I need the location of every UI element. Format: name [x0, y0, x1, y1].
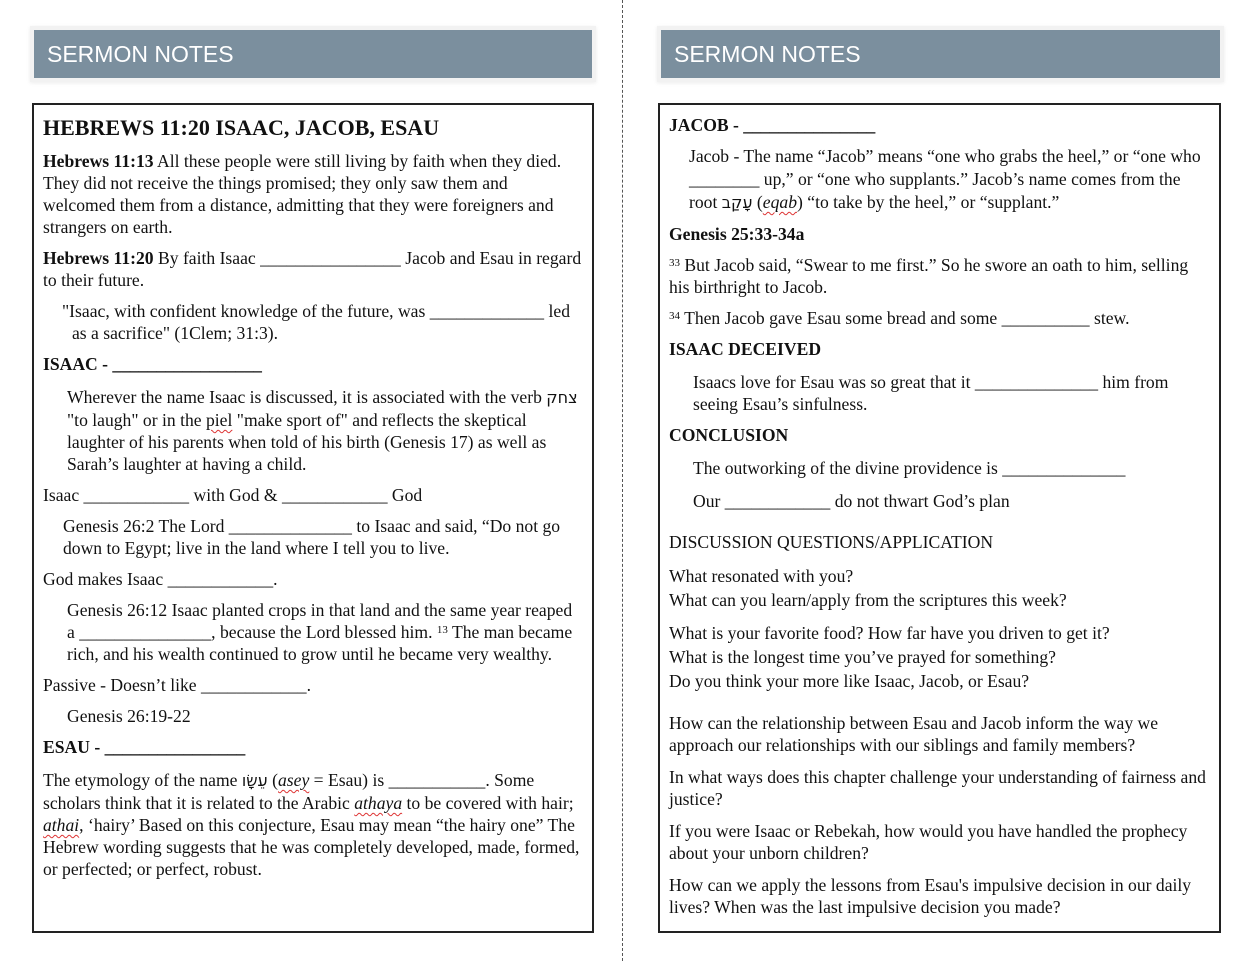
- jacob-text-1: Jacob - The name “Jacob” means “one who grabs the heel,” or “one who ________ up,” or “one who supplants.” Jacob’s name comes from the root: [689, 146, 1201, 212]
- esau-athaya-word: athaya: [354, 793, 403, 813]
- esau-text-3: = Esau) is ___________. Some scholars think that it is related to the Arabic: [43, 770, 535, 813]
- esau-etymology: [43, 769, 583, 880]
- isaac-name-paragraph: [43, 386, 583, 475]
- esau-asey-word: asey: [278, 770, 310, 790]
- verse-34: [669, 307, 1210, 329]
- hebrews-11-20-text: By faith Isaac ________________ Jacob and Esau in regard to their future.: [43, 248, 582, 290]
- isaac-text-3: "make sport of" and reflects the skeptical laughter of his parents when told of his birth (Genesis 17) as well as Sarah’s laughter at having a child.: [67, 410, 547, 474]
- conclusion-line-1: The outworking of the divine providence is ______________: [693, 458, 1126, 478]
- left-notes-box: [32, 103, 594, 933]
- question-4: What is the longest time you’ve prayed for something?: [669, 647, 1056, 667]
- conclusion-line-2: Our ____________ do not thwart God’s plan: [693, 491, 1010, 511]
- genesis-25-33-heading: [669, 223, 1210, 245]
- esau-heading: [43, 736, 583, 758]
- right-notes-box: [658, 103, 1221, 933]
- jacob-hebrew-word: עָקַב: [721, 193, 753, 212]
- isaac-heading: [43, 353, 583, 375]
- isaac-piel-word: piel: [205, 410, 233, 430]
- jacob-eqab-word: eqab: [762, 192, 797, 212]
- isaac-deceived-heading: [669, 338, 1210, 360]
- sermon-notes-banner-left: SERMON NOTES: [34, 30, 592, 78]
- question-1: What resonated with you?: [669, 566, 854, 586]
- question-5: Do you think your more like Isaac, Jacob, or Esau?: [669, 671, 1030, 691]
- question-7: In what ways does this chapter challenge your understanding of fairness and justice?: [669, 767, 1206, 809]
- isaac-deceived-heading-text: ISAAC DECEIVED: [669, 339, 822, 359]
- genesis-26-19: Genesis 26:19-22: [67, 706, 191, 726]
- esau-text-5: , ‘hairy’ Based on this conjecture, Esau may mean “the hairy one” The Hebrew wording suggests that he was completely developed, made, formed, or perfected; or perfect, robust.: [43, 815, 580, 879]
- verse-33-text: But Jacob said, “Swear to me first.” So he swore an oath to him, selling his birthright to Jacob.: [669, 255, 1189, 297]
- question-2: What can you learn/apply from the scriptures this week?: [669, 590, 1067, 610]
- genesis-26-12: [43, 599, 583, 665]
- esau-heading-text: ESAU - ________________: [43, 737, 246, 757]
- esau-hebrew-word: עֵשָׂו: [241, 771, 268, 790]
- question-6: How can the relationship between Esau and Jacob inform the way we approach our relationships with our siblings and family members?: [669, 713, 1159, 755]
- hebrews-11-13-text: All these people were still living by faith when they died. They did not receive the things promised; they only saw them and welcomed them from a distance, admitting that they were foreigners and strangers on earth.: [43, 151, 562, 237]
- genesis-26-2: Genesis 26:2 The Lord ______________ to Isaac and said, “Do not go down to Egypt; live in the land where I tell you to live.: [63, 516, 561, 558]
- god-makes-isaac: God makes Isaac ____________.: [43, 569, 278, 589]
- verse-33-number: 33: [669, 257, 680, 269]
- verse-13-number: 13: [436, 624, 448, 636]
- verse-33: [669, 254, 1210, 298]
- isaac-heading-text: ISAAC - _________________: [43, 354, 262, 374]
- esau-text-2: (: [267, 770, 278, 790]
- hebrews-11-13-ref: Hebrews 11:13: [43, 151, 154, 171]
- hebrews-11-13-paragraph: [43, 150, 583, 238]
- genesis-26-12-text-a: Genesis 26:12 Isaac planted crops in that land and the same year reaped a _______________, because the Lord blessed him.: [67, 600, 573, 642]
- isaac-deceived-text: Isaacs love for Esau was so great that it ______________ him from seeing Esau’s sinfulness.: [693, 372, 1169, 414]
- conclusion-heading: [669, 424, 1210, 446]
- discussion-heading: DISCUSSION QUESTIONS/APPLICATION: [669, 532, 994, 552]
- sermon-notes-banner-right: SERMON NOTES: [661, 30, 1220, 78]
- esau-text-1: The etymology of the name: [43, 770, 242, 790]
- jacob-text-2: (: [752, 192, 763, 212]
- isaac-text-1: Wherever the name Isaac is discussed, it is associated with the verb: [67, 387, 547, 407]
- isaac-text-2: "to laugh" or in the: [67, 410, 206, 430]
- conclusion-heading-text: CONCLUSION: [669, 425, 789, 445]
- clement-quote: "Isaac, with confident knowledge of the future, was _____________ led as a sacrifice" (1Clem; 31:3).: [62, 301, 570, 343]
- jacob-heading-text: JACOB - _______________: [669, 115, 876, 135]
- genesis-26-12-text-b: The man became rich, and his wealth continued to grow until he became very wealthy.: [67, 622, 573, 664]
- verse-34-number: 34: [669, 310, 680, 322]
- question-group-2: [669, 621, 1210, 693]
- genesis-25-33-ref: Genesis 25:33-34a: [669, 224, 805, 244]
- hebrews-11-20-paragraph: [43, 247, 583, 291]
- isaac-hebrew-word: צחק: [546, 388, 578, 407]
- fold-line: [622, 0, 623, 961]
- esau-athai-word: athai: [43, 815, 80, 835]
- passive-line: Passive - Doesn’t like ____________.: [43, 675, 311, 695]
- question-9: How can we apply the lessons from Esau's impulsive decision in our daily lives? When was the last impulsive decision you made?: [669, 875, 1192, 917]
- hebrews-11-20-ref: Hebrews 11:20: [43, 248, 154, 268]
- question-8: If you were Isaac or Rebekah, how would you have handled the prophecy about your unborn children?: [669, 821, 1188, 863]
- esau-text-4: to be covered with hair;: [402, 793, 574, 813]
- sermon-title: HEBREWS 11:20 ISAAC, JACOB, ESAU: [43, 115, 440, 140]
- verse-34-text: Then Jacob gave Esau some bread and some __________ stew.: [680, 308, 1130, 328]
- question-group-1: [669, 564, 1210, 612]
- jacob-heading: [669, 114, 1210, 136]
- isaac-with-god: Isaac ____________ with God & ____________ God: [43, 485, 423, 505]
- jacob-name-paragraph: [669, 145, 1210, 214]
- jacob-text-3: ) “to take by the heel,” or “supplant.”: [797, 192, 1060, 212]
- question-3: What is your favorite food? How far have you driven to get it?: [669, 623, 1110, 643]
